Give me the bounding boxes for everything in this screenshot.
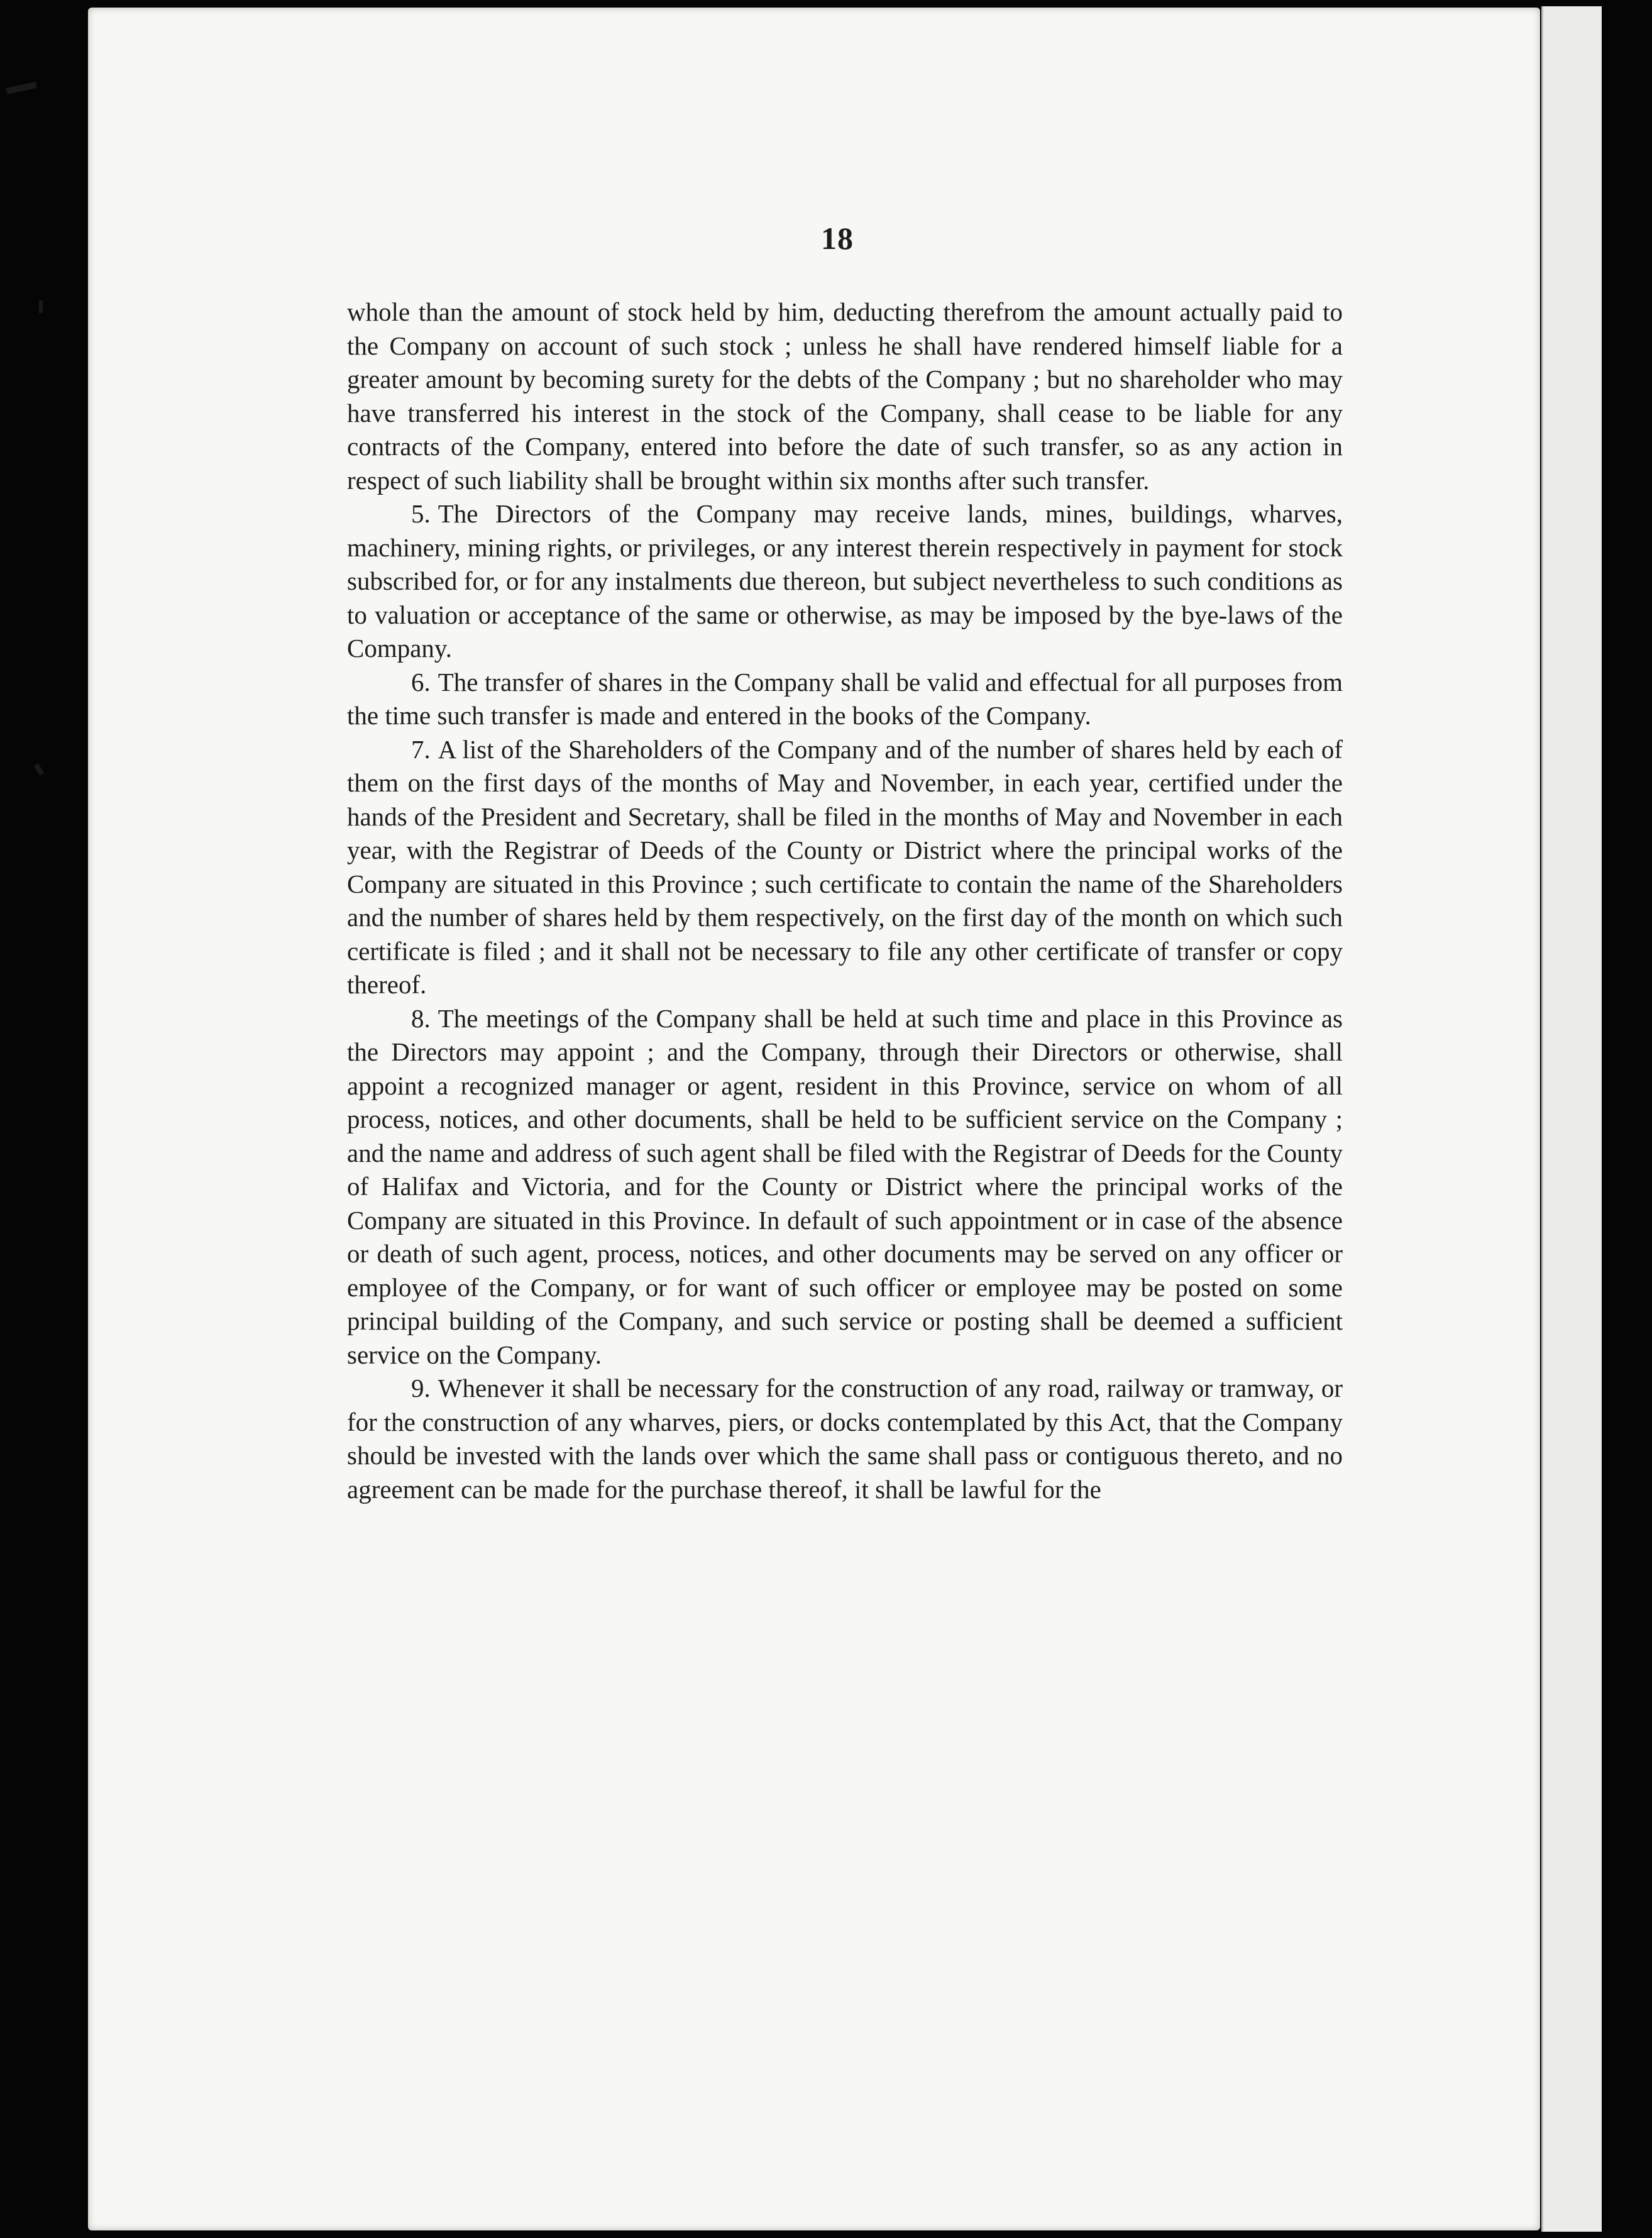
section-number: 6. xyxy=(411,667,431,697)
paragraph-section-9 xyxy=(347,1372,1343,1506)
paragraph-section-5 xyxy=(347,497,1343,666)
paragraph-text: The Directors of the Company may receive lands, mines, buildings, wharves, machinery, mining rights, or privileges, or any interest therein respectively in payment for stock subscribed for, or for any instalments due thereon, but subject nevertheless to such conditions as to valuation or acceptance of the same or otherwise, as may be imposed by the bye-laws of the Company. xyxy=(347,499,1343,663)
paragraph-section-7 xyxy=(347,733,1343,1002)
scan-border-right xyxy=(1602,0,1652,2238)
paragraph-text: A list of the Shareholders of the Company and of the number of shares held by each of them on the first days of the months of May and November, in each year, certified under the hands of the President and Secretary, shall be filed in the months of May and November in each year, with the Registrar of Deeds of the County or District where the principal works of the Company are situated in this Province ; such certificate to contain the name of the Shareholders and the number of shares held by them respectively, on the first day of the month on which such certificate is filed ; and it shall not be necessary to file any other certificate of transfer or copy thereof. xyxy=(347,734,1343,999)
paragraph-continuation xyxy=(347,295,1343,497)
next-page-edge xyxy=(1541,6,1604,2232)
section-number: 7. xyxy=(411,734,431,764)
paragraph-section-8 xyxy=(347,1002,1343,1372)
section-number: 8. xyxy=(411,1003,431,1033)
paragraph-section-6 xyxy=(347,666,1343,733)
body-text xyxy=(347,295,1343,1506)
paragraph-text: Whenever it shall be necessary for the construction of any road, railway or tramway, or for the construction of any wharves, piers, or docks contemplated by this Act, that the Company should be invested with the lands over which the same shall pass or contiguous thereto, and no agreement can be made for the purchase thereof, it shall be lawful for the xyxy=(347,1374,1343,1504)
scan-speck xyxy=(39,300,43,313)
page-number: 18 xyxy=(821,221,854,256)
paragraph-text: The transfer of shares in the Company shall be valid and effectual for all purposes from the time such transfer is made and entered in the books of the Company. xyxy=(347,667,1343,730)
section-number: 5. xyxy=(411,499,431,528)
paragraph-text: The meetings of the Company shall be held at such time and place in this Province as the Directors may appoint ; and the Company, through their Directors or otherwise, shall appoint a recognized manager or agent, resident in this Province, service on whom of all process, notices, and other documents, shall be held to be sufficient service on the Company ; and the name and address of such agent shall be filed with the Registrar of Deeds for the County of Halifax and Victoria, and for the County or District where the principal works of the Company are situated in this Province. In default of such appointment or in case of the absence or death of such agent, process, notices, and other documents may be served on any officer or employee of the Company, or for want of such officer or employee may be posted on some principal building of the Company, and such service or posting shall be deemed a sufficient service on the Company. xyxy=(347,1003,1343,1369)
section-number: 9. xyxy=(411,1374,431,1403)
paragraph-text: whole than the amount of stock held by him, deducting therefrom the amount actually paid to the Company on account of such stock ; unless he shall have rendered himself liable for a greater amount by becoming surety for the debts of the Company ; but no shareholder who may have transferred his interest in the stock of the Company, shall cease to be liable for any contracts of the Company, entered into before the date of such transfer, so as any action in respect of such liability shall be brought within six months after such transfer. xyxy=(347,297,1343,495)
